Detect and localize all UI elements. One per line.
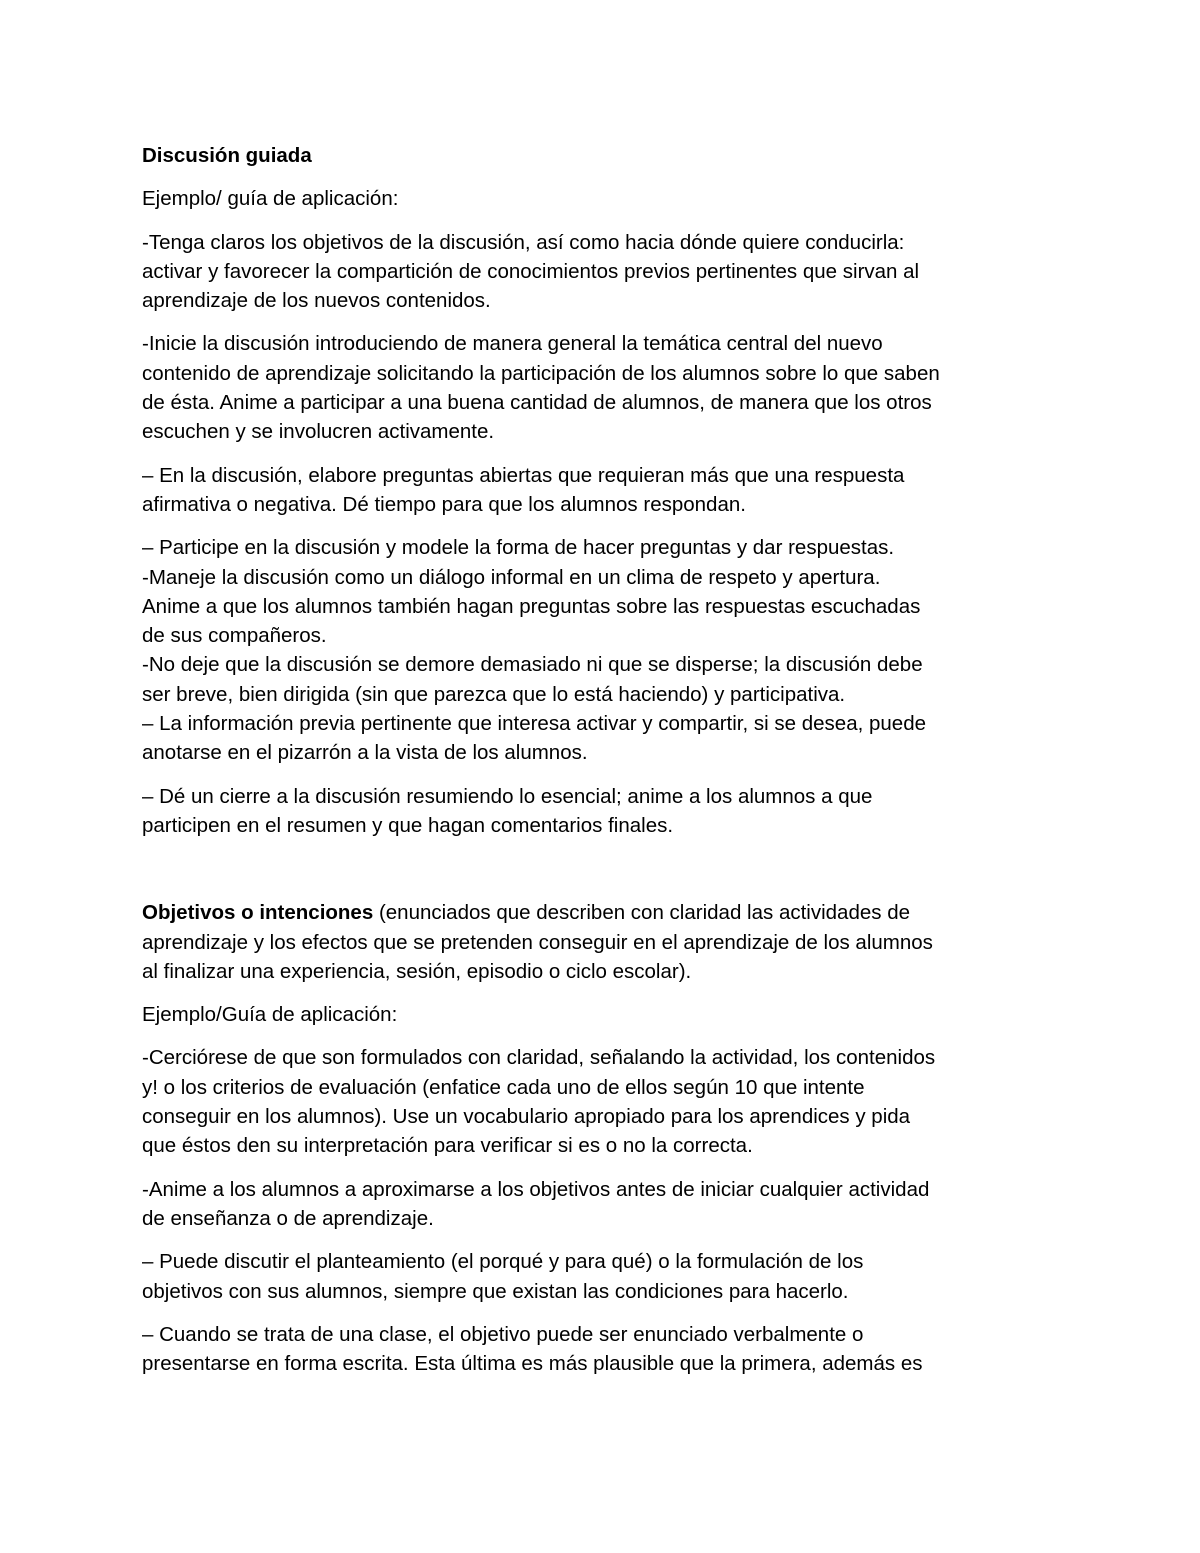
section-title-discusion: Discusión guiada — [142, 144, 312, 167]
paragraph — [142, 1320, 1082, 1379]
paragraph-line: – Dé un cierre a la discusión resumiendo lo esencial; anime a los alumnos a que — [142, 784, 873, 808]
paragraph-line: anotarse en el pizarrón a la vista de los alumnos. — [142, 741, 588, 765]
section-title-objetivos: Objetivos o intenciones — [142, 901, 374, 925]
paragraph-intro — [142, 898, 1082, 986]
paragraph-line: aprendizaje de los nuevos contenidos. — [142, 289, 491, 313]
paragraph-line: objetivos con sus alumnos, siempre que existan las condiciones para hacerlo. — [142, 1279, 849, 1303]
paragraph-line: -Maneje la discusión como un diálogo informal en un clima de respeto y apertura. — [142, 565, 881, 589]
paragraph-line: -Tenga claros los objetivos de la discusión, así como hacia dónde quiere conducirla: — [142, 230, 905, 254]
paragraph-line: conseguir en los alumnos). Use un vocabulario apropiado para los aprendices y pida — [142, 1105, 911, 1129]
paragraph-line: y! o los criterios de evaluación (enfatice cada uno de ellos según 10 que intente — [142, 1075, 865, 1099]
paragraph — [142, 533, 1082, 767]
paragraph-line: – En la discusión, elabore preguntas abiertas que requieran más que una respuesta — [142, 463, 905, 487]
paragraph-line: -Anime a los alumnos a aproximarse a los objetivos antes de iniciar cualquier actividad — [142, 1177, 930, 1201]
paragraph — [142, 1043, 1082, 1160]
paragraph-line: – Puede discutir el planteamiento (el porqué y para qué) o la formulación de los — [142, 1250, 864, 1274]
paragraph-line: de sus compañeros. — [142, 624, 327, 648]
paragraph-line: presentarse en forma escrita. Esta última es más plausible que la primera, además es — [142, 1352, 923, 1376]
section-subtitle: Ejemplo/Guía de aplicación: — [142, 1003, 398, 1027]
paragraph — [142, 782, 1082, 841]
paragraph-line: ser breve, bien dirigida (sin que parezca que lo está haciendo) y participativa. — [142, 682, 846, 706]
paragraph — [142, 228, 1082, 316]
paragraph — [142, 1175, 1082, 1234]
intro-text: (enunciados que describen con claridad las actividades de — [373, 901, 911, 925]
section-spacer — [142, 840, 1082, 898]
paragraph-line: escuchen y se involucren activamente. — [142, 420, 495, 444]
paragraph-line: de enseñanza o de aprendizaje. — [142, 1206, 434, 1230]
paragraph-line: – Cuando se trata de una clase, el objetivo puede ser enunciado verbalmente o — [142, 1322, 864, 1346]
paragraph — [142, 461, 1082, 520]
document-page — [142, 141, 1082, 1378]
paragraph-line: afirmativa o negativa. Dé tiempo para que los alumnos respondan. — [142, 492, 746, 516]
paragraph-line: que éstos den su interpretación para verificar si es o no la correcta. — [142, 1134, 753, 1158]
paragraph-line: -Inicie la discusión introduciendo de manera general la temática central del nuevo — [142, 332, 883, 356]
paragraph — [142, 329, 1082, 446]
section-subtitle: Ejemplo/ guía de aplicación: — [142, 187, 399, 211]
paragraph-line: aprendizaje y los efectos que se pretenden conseguir en el aprendizaje de los alumnos — [142, 930, 933, 954]
paragraph-line: – Participe en la discusión y modele la forma de hacer preguntas y dar respuestas. — [142, 536, 895, 560]
paragraph — [142, 1247, 1082, 1306]
paragraph-line: contenido de aprendizaje solicitando la participación de los alumnos sobre lo que saben — [142, 361, 940, 385]
paragraph-line — [142, 898, 1082, 927]
paragraph-line: participen en el resumen y que hagan comentarios finales. — [142, 813, 674, 837]
paragraph-line: de ésta. Anime a participar a una buena cantidad de alumnos, de manera que los otros — [142, 391, 932, 415]
paragraph-line: Anime a que los alumnos también hagan preguntas sobre las respuestas escuchadas — [142, 594, 921, 618]
paragraph-line: al finalizar una experiencia, sesión, episodio o ciclo escolar). — [142, 959, 692, 983]
paragraph-line: -No deje que la discusión se demore demasiado ni que se disperse; la discusión debe — [142, 653, 923, 677]
paragraph-line: -Cerciórese de que son formulados con claridad, señalando la actividad, los contenidos — [142, 1046, 936, 1070]
paragraph-line: activar y favorecer la compartición de conocimientos previos pertinentes que sirvan al — [142, 259, 920, 283]
paragraph-line: – La información previa pertinente que interesa activar y compartir, si se desea, puede — [142, 712, 926, 736]
